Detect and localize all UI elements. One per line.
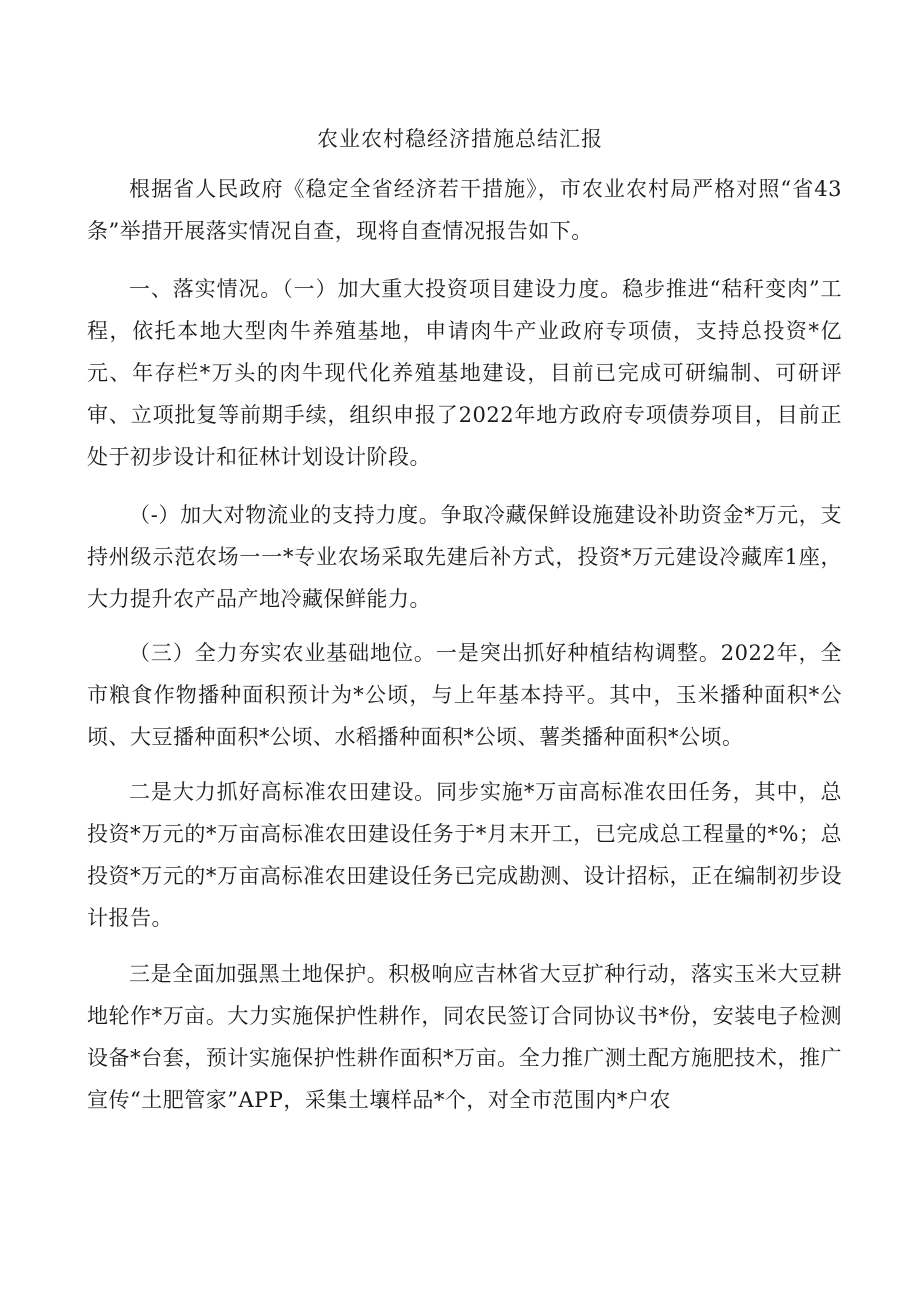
document-body bbox=[87, 168, 842, 1135]
paragraph-investment-projects: 一、落实情况。（一）加大重大投资项目建设力度。稳步推进“秸秆变肉”工程，依托本地大型肉牛养殖基地，申请肉牛产业政府专项债，支持总投资*亿元、年存栏*万头的肉牛现代化养殖基地建设，目前已完成可研编制、可研评审、立项批复等前期手续，组织申报了2022年地方政府专项债券项目，目前正处于初步设计和征林计划设计阶段。 bbox=[87, 277, 842, 469]
paragraph-farmland-construction: 二是大力抓好高标准农田建设。同步实施*万亩高标准农田任务，其中，总投资*万元的*万亩高标准农田建设任务于*月末开工，已完成总工程量的*%；总投资*万元的*万亩高标准农田建设任务已完成勘测、设计招标，正在编制初步设计报告。 bbox=[87, 780, 842, 930]
paragraph-intro: 根据省人民政府《稳定全省经济若干措施》，市农业农村局严格对照“省43条”举措开展落实情况自查，现将自查情况报告如下。 bbox=[87, 177, 842, 243]
paragraph-logistics-support: （-）加大对物流业的支持力度。争取冷藏保鲜设施建设补助资金*万元，支持州级示范农场一一*专业农场采取先建后补方式，投资*万元建设冷藏库1座，大力提升农产品产地冷藏保鲜能力。 bbox=[87, 503, 842, 611]
paragraph-planting-structure: （三）全力夯实农业基础地位。一是突出抓好种植结构调整。2022年，全市粮食作物播种面积预计为*公顷，与上年基本持平。其中，玉米播种面积*公顷、大豆播种面积*公顷、水稻播种面积*公顷、薯类播种面积*公顷。 bbox=[87, 641, 842, 749]
document-title: 农业农村稳经济措施总结汇报 bbox=[317, 127, 603, 151]
paragraph-black-soil-protection: 三是全面加强黑土地保护。积极响应吉林省大豆扩种行动，落实玉米大豆耕地轮作*万亩。大力实施保护性耕作，同农民签订合同协议书*份，安装电子检测设备*台套，预计实施保护性耕作面积*万亩。全力推广测土配方施肥技术，推广宣传“土肥管家”APP，采集土壤样品*个，对全市范围内*户农 bbox=[87, 962, 842, 1112]
